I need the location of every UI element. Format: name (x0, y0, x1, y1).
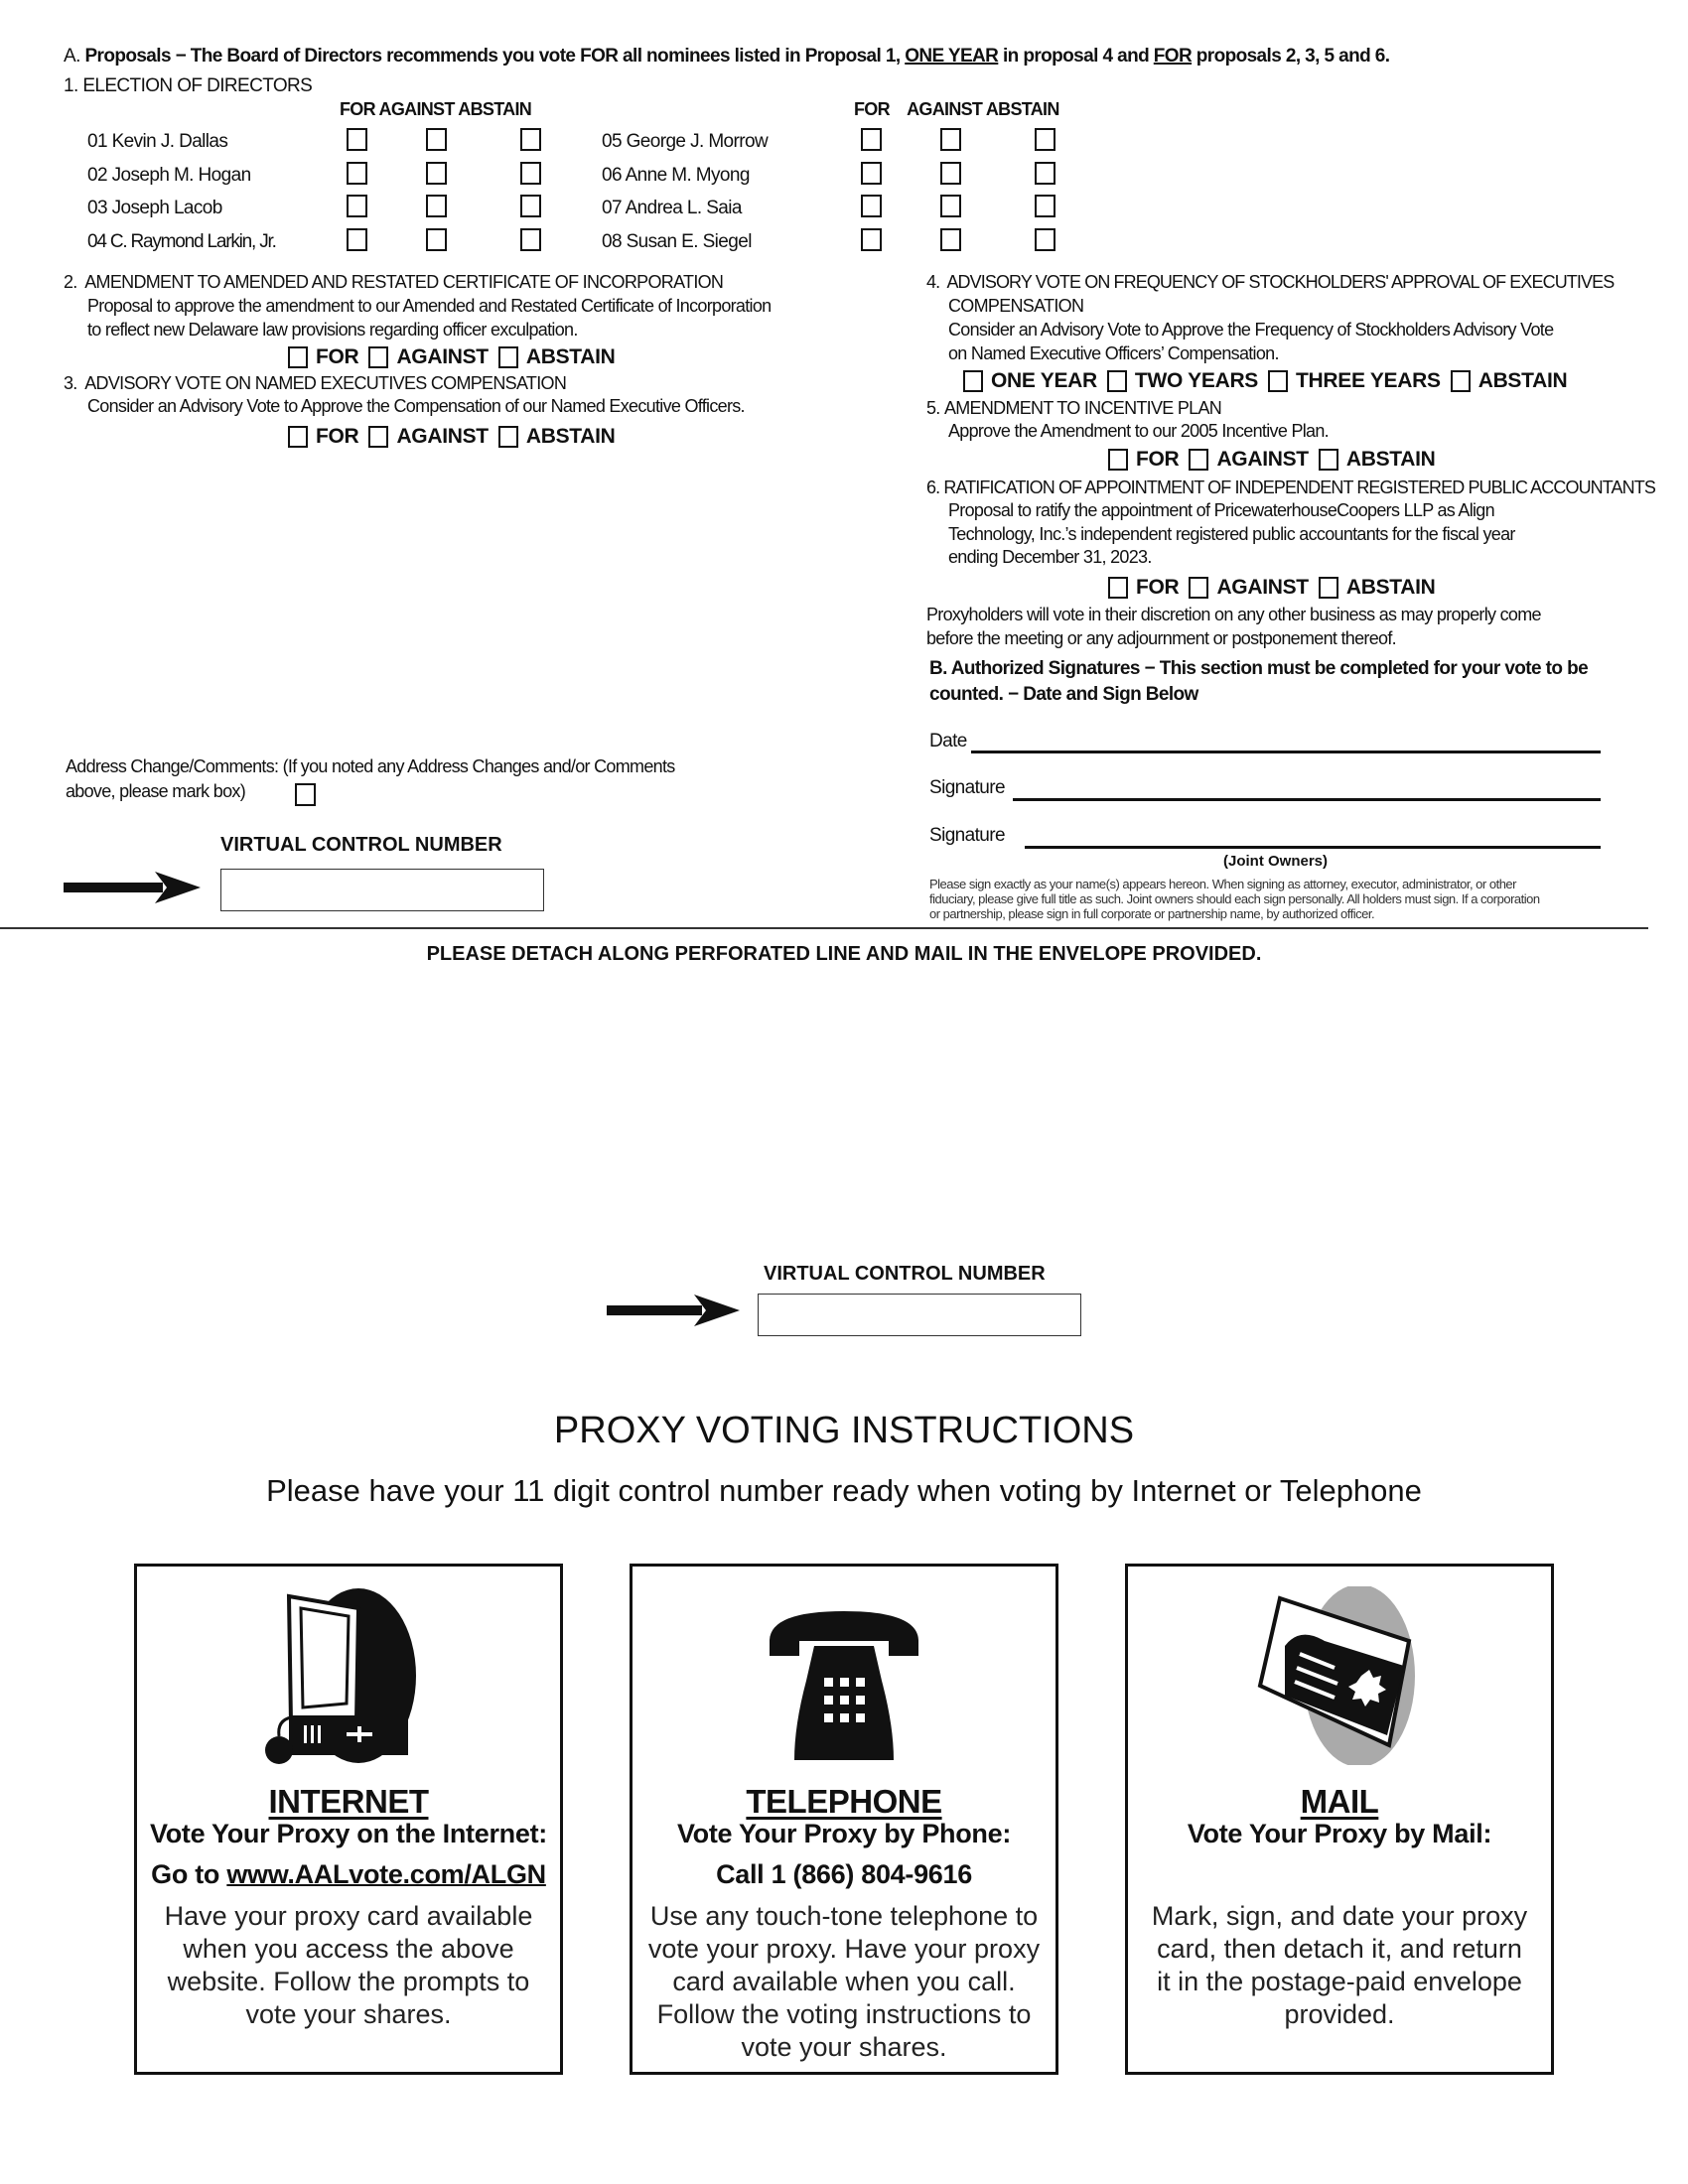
signatures-heading: counted. − Date and Sign Below (929, 684, 1198, 705)
nominee-abstain-checkbox[interactable] (1035, 162, 1055, 185)
body-line: vote your shares. (245, 1999, 452, 2029)
proposal-5-options (1108, 448, 1446, 472)
option-checkbox[interactable] (1189, 449, 1208, 471)
nominee-against-checkbox[interactable] (940, 162, 961, 185)
option-label: AGAINST (396, 345, 489, 368)
option-checkbox[interactable] (288, 346, 308, 368)
telephone-icon (745, 1586, 943, 1765)
telephone-title: TELEPHONE (746, 1783, 942, 1820)
nominee-for-checkbox[interactable] (347, 228, 367, 251)
proposal-6-desc: ending December 31, 2023. (948, 547, 1152, 567)
body-line: vote your shares. (741, 2032, 947, 2062)
proposal-3-title (64, 373, 566, 394)
option-label: FOR (316, 345, 359, 368)
internet-url-line (137, 1859, 560, 1890)
option-checkbox[interactable] (1319, 577, 1338, 599)
nominee-against-checkbox[interactable] (426, 228, 447, 251)
instructions-title: PROXY VOTING INSTRUCTIONS (553, 1410, 1135, 1451)
perforated-line (0, 927, 1648, 929)
nominee-for-checkbox[interactable] (347, 195, 367, 217)
vcn-label: VIRTUAL CONTROL NUMBER (220, 834, 502, 856)
body-line: provided. (1284, 1999, 1395, 2029)
nominee-abstain-checkbox[interactable] (520, 228, 541, 251)
option-label: ABSTAIN (1477, 369, 1568, 392)
nominee-name: 02 Joseph M. Hogan (87, 165, 251, 186)
proposal-number: 6. (926, 478, 940, 497)
fine-print-line: Please sign exactly as your name(s) appears hereon. When signing as attorney, executor, administrator, or other (929, 877, 1516, 891)
telephone-number: Call 1 (866) 804-9616 (716, 1859, 972, 1889)
body-line: Mark, sign, and date your proxy (1151, 1901, 1528, 1931)
nominee-abstain-checkbox[interactable] (1035, 228, 1055, 251)
nominee-name: 06 Anne M. Myong (602, 165, 750, 186)
joint-owners-label: (Joint Owners) (1223, 853, 1329, 870)
body-line: it in the postage-paid envelope (1157, 1967, 1522, 1996)
option-checkbox[interactable] (498, 346, 518, 368)
col-for: FOR (340, 99, 375, 119)
nominee-name: 05 George J. Morrow (602, 131, 769, 152)
col-for: FOR (854, 99, 890, 119)
option-checkbox[interactable] (1107, 370, 1127, 392)
nominee-abstain-checkbox[interactable] (520, 195, 541, 217)
internet-title: INTERNET (268, 1783, 429, 1820)
option-label: ABSTAIN (525, 345, 616, 368)
nominee-against-checkbox[interactable] (426, 128, 447, 151)
proposal-3-options (288, 425, 626, 449)
internet-body (143, 1900, 554, 2031)
nominee-name: 04 C. Raymond Larkin, Jr. (87, 231, 276, 252)
proposal-4-desc: on Named Executive Officers’ Compensation. (948, 343, 1279, 363)
vcn-label-2: VIRTUAL CONTROL NUMBER (764, 1263, 1046, 1285)
proxyholders-text: Proxyholders will vote in their discretion on any other business as may properly come (926, 605, 1541, 624)
nominee-against-checkbox[interactable] (940, 228, 961, 251)
proposal-4-title (926, 272, 1614, 293)
proposal-title: ADVISORY VOTE ON NAMED EXECUTIVES COMPENSATION (84, 373, 567, 393)
header-one-year: ONE YEAR (905, 46, 999, 67)
proposal-3-desc: Consider an Advisory Vote to Approve the Compensation of our Named Executive Officers. (87, 396, 745, 416)
internet-subtitle: Vote Your Proxy on the Internet: (150, 1819, 547, 1848)
option-label: AGAINST (1216, 576, 1309, 599)
computer-icon (249, 1586, 448, 1765)
nominee-name: 07 Andrea L. Saia (602, 198, 742, 218)
internet-card (134, 1564, 563, 2075)
col-headers-right (854, 99, 1059, 120)
body-line: Have your proxy card available (164, 1901, 533, 1931)
date-label: Date (929, 731, 967, 751)
proposal-title: RATIFICATION OF APPOINTMENT OF INDEPENDENT REGISTERED PUBLIC ACCOUNTANTS (943, 478, 1655, 497)
proxyholders-text: before the meeting or any adjournment or postponement thereof. (926, 628, 1396, 648)
signature-instructions (929, 877, 1540, 921)
proposal-title: AMENDMENT TO AMENDED AND RESTATED CERTIFICATE OF INCORPORATION (84, 272, 724, 292)
option-label: TWO YEARS (1134, 369, 1259, 392)
nominee-against-checkbox[interactable] (426, 162, 447, 185)
option-checkbox[interactable] (1108, 577, 1128, 599)
body-line: website. Follow the prompts to (167, 1967, 530, 1996)
proposal-5-desc: Approve the Amendment to our 2005 Incentive Plan. (948, 421, 1329, 441)
option-checkbox[interactable] (963, 370, 983, 392)
nominee-name: 03 Joseph Lacob (87, 198, 222, 218)
date-field[interactable] (971, 751, 1601, 753)
section-letter: A. (64, 46, 80, 67)
mail-card (1125, 1564, 1554, 2075)
col-headers-left (340, 99, 531, 120)
proposal-4-desc: Consider an Advisory Vote to Approve the Frequency of Stockholders Advisory Vote (948, 320, 1554, 340)
nominee-name: 01 Kevin J. Dallas (87, 131, 228, 152)
nominee-for-checkbox[interactable] (347, 128, 367, 151)
body-line: vote your proxy. Have your proxy (647, 1934, 1041, 1964)
nominee-for-checkbox[interactable] (861, 128, 882, 151)
option-label: ABSTAIN (525, 425, 616, 448)
nominee-against-checkbox[interactable] (940, 195, 961, 217)
detach-instructions: PLEASE DETACH ALONG PERFORATED LINE AND MAIL IN THE ENVELOPE PROVIDED. (426, 943, 1262, 965)
header-text: Proposals − The Board of Directors recommends you vote FOR all nominees listed in Proposal 1, (84, 46, 906, 67)
proposal-2-title (64, 272, 723, 293)
body-line: card, then detach it, and return (1157, 1934, 1522, 1964)
mail-body (1134, 1900, 1545, 2031)
nominee-against-checkbox[interactable] (940, 128, 961, 151)
proposal-2-desc: Proposal to approve the amendment to our Amended and Restated Certificate of Incorporation (87, 296, 772, 316)
option-checkbox[interactable] (1451, 370, 1471, 392)
signatures-heading: B. Authorized Signatures − This section must be completed for your vote to be (929, 658, 1589, 679)
col-against: AGAINST (378, 99, 455, 119)
signature-2-label: Signature (929, 825, 1005, 846)
instructions-subtitle: Please have your 11 digit control number ready when voting by Internet or Telephone (266, 1473, 1422, 1508)
proposal-6-title (926, 478, 1655, 498)
telephone-card (630, 1564, 1058, 2075)
option-label: ABSTAIN (1345, 448, 1436, 471)
header-for: FOR (1153, 46, 1193, 67)
col-against: AGAINST (907, 99, 983, 119)
voting-website-link[interactable]: www.AALvote.com/ALGN (226, 1859, 546, 1889)
option-checkbox[interactable] (368, 346, 388, 368)
nominee-name: 08 Susan E. Siegel (602, 231, 752, 252)
address-change-checkbox[interactable] (295, 783, 316, 806)
go-to-label: Go to (151, 1859, 227, 1889)
option-checkbox[interactable] (1319, 449, 1338, 471)
header-text-3: proposals 2, 3, 5 and 6. (1192, 46, 1390, 67)
body-line: card available when you call. (672, 1967, 1016, 1996)
proposal-4-options (963, 369, 1577, 393)
option-label: FOR (1136, 448, 1180, 471)
body-line: Follow the voting instructions to (656, 1999, 1032, 2029)
nominee-abstain-checkbox[interactable] (1035, 128, 1055, 151)
telephone-subtitle: Vote Your Proxy by Phone: (676, 1819, 1012, 1848)
option-label: AGAINST (1216, 448, 1309, 471)
col-abstain: ABSTAIN (458, 99, 532, 119)
option-label: ONE YEAR (991, 369, 1097, 392)
nominee-abstain-checkbox[interactable] (1035, 195, 1055, 217)
option-label: ABSTAIN (1345, 576, 1436, 599)
telephone-body (638, 1900, 1050, 2064)
vcn-input[interactable] (220, 869, 544, 911)
signature-2-field[interactable] (1025, 846, 1601, 849)
address-change-text: Address Change/Comments: (If you noted any Address Changes and/or Comments (66, 756, 675, 776)
proposal-6-desc: Proposal to ratify the appointment of PricewaterhouseCoopers LLP as Align (948, 500, 1494, 520)
proposal-number: 2. (64, 272, 77, 292)
header-text-2: in proposal 4 and (998, 46, 1154, 67)
arrow-right-icon (64, 872, 203, 903)
address-change-text: above, please mark box) (66, 781, 246, 801)
proposal-6-desc: Technology, Inc.’s independent registered public accountants for the fiscal year (948, 524, 1515, 544)
envelope-icon (1240, 1586, 1439, 1765)
election-title: 1. ELECTION OF DIRECTORS (64, 75, 313, 96)
proposal-number: 5. (926, 398, 940, 418)
mail-subtitle: Vote Your Proxy by Mail: (1187, 1819, 1492, 1848)
proposal-number: 4. (926, 272, 940, 292)
mail-title: MAIL (1300, 1783, 1379, 1820)
col-abstain: ABSTAIN (985, 99, 1059, 119)
proposal-5-title (926, 398, 1221, 419)
option-label: FOR (316, 425, 359, 448)
option-checkbox[interactable] (1108, 449, 1128, 471)
nominee-abstain-checkbox[interactable] (520, 162, 541, 185)
option-checkbox[interactable] (288, 426, 308, 448)
option-label: FOR (1136, 576, 1180, 599)
vcn-input-2[interactable] (758, 1294, 1081, 1336)
option-checkbox[interactable] (368, 426, 388, 448)
section-a-header (64, 46, 1389, 68)
option-label: AGAINST (396, 425, 489, 448)
body-line: Use any touch-tone telephone to (649, 1901, 1039, 1931)
fine-print-line: fiduciary, please give full title as such. Joint owners should each sign personally. All holders must sign. If a corporation (929, 891, 1540, 906)
signature-label: Signature (929, 777, 1005, 798)
option-checkbox[interactable] (1189, 577, 1208, 599)
option-label: THREE YEARS (1296, 369, 1441, 392)
nominee-for-checkbox[interactable] (861, 228, 882, 251)
proposal-4-title-2: COMPENSATION (948, 296, 1084, 316)
fine-print-line: or partnership, please sign in full corporate or partnership name, by authorized officer. (929, 906, 1375, 921)
nominee-for-checkbox[interactable] (347, 162, 367, 185)
option-checkbox[interactable] (1268, 370, 1288, 392)
nominee-against-checkbox[interactable] (426, 195, 447, 217)
proposal-title: AMENDMENT TO INCENTIVE PLAN (943, 398, 1222, 418)
proposal-2-options (288, 345, 626, 369)
signature-field[interactable] (1013, 798, 1601, 801)
option-checkbox[interactable] (498, 426, 518, 448)
body-line: when you access the above (183, 1934, 514, 1964)
nominee-for-checkbox[interactable] (861, 162, 882, 185)
arrow-right-icon (607, 1295, 742, 1326)
proposal-2-desc: to reflect new Delaware law provisions regarding officer exculpation. (87, 320, 578, 340)
proposal-6-options (1108, 576, 1446, 600)
nominee-abstain-checkbox[interactable] (520, 128, 541, 151)
nominee-for-checkbox[interactable] (861, 195, 882, 217)
proposal-title: ADVISORY VOTE ON FREQUENCY OF STOCKHOLDERS' APPROVAL OF EXECUTIVES (946, 272, 1615, 292)
proposal-number: 3. (64, 373, 77, 393)
